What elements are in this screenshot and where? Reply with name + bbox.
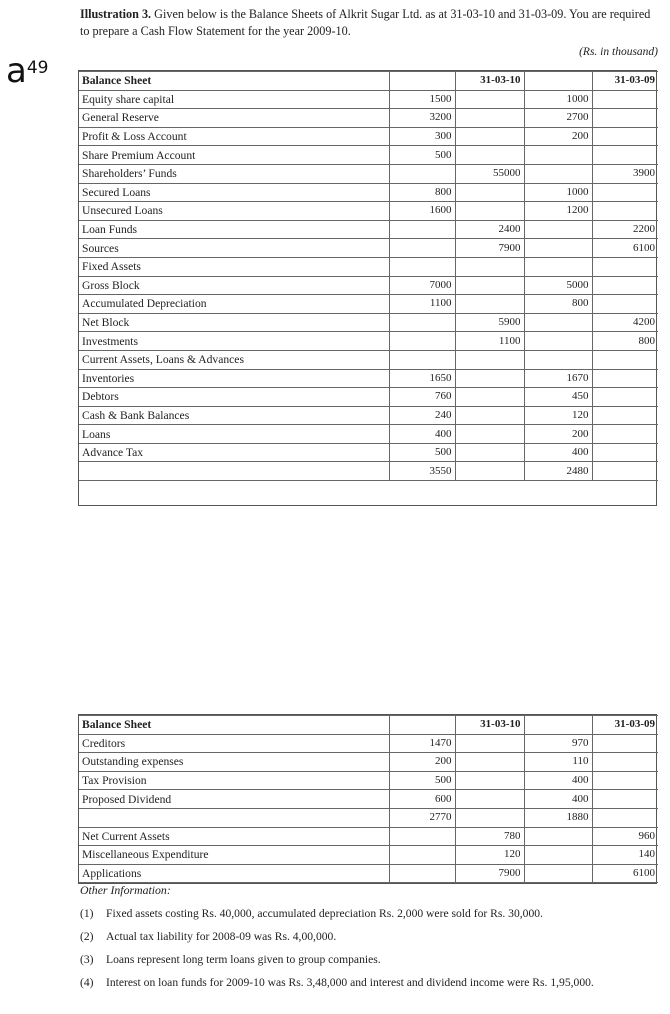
amount-cell [389, 827, 455, 846]
table-row [79, 276, 658, 295]
row-label: Unsecured Loans [79, 202, 389, 221]
table-row [79, 425, 658, 444]
amount-cell [592, 369, 658, 388]
amount-cell [524, 716, 592, 735]
note-number: (2) [80, 930, 94, 943]
amount-cell [455, 350, 524, 369]
amount-cell [389, 716, 455, 735]
amount-cell: 960 [592, 827, 658, 846]
amount-cell: 600 [389, 790, 455, 809]
row-label: Inventories [79, 369, 389, 388]
row-label: Secured Loans [79, 183, 389, 202]
table-row [79, 127, 658, 146]
amount-cell: 1500 [389, 90, 455, 109]
amount-cell [592, 257, 658, 276]
note-text: Interest on loan funds for 2009-10 was Rs. 3,48,000 and interest and dividend income were Rs. 1,95,000. [106, 976, 594, 989]
amount-cell: 3900 [592, 164, 658, 183]
amount-cell: 800 [592, 332, 658, 351]
amount-cell [592, 127, 658, 146]
amount-cell: 400 [524, 771, 592, 790]
amount-cell [524, 332, 592, 351]
table-row [79, 827, 658, 846]
note-item [80, 975, 658, 991]
amount-cell [592, 109, 658, 128]
note-number: (1) [80, 907, 94, 920]
amount-cell [592, 146, 658, 165]
amount-cell [524, 220, 592, 239]
amount-cell [592, 350, 658, 369]
amount-cell: 760 [389, 388, 455, 407]
amount-cell: 2400 [455, 220, 524, 239]
illustration-label: Illustration 3. [80, 7, 152, 21]
table-row [79, 220, 658, 239]
table-row [79, 183, 658, 202]
amount-cell [455, 146, 524, 165]
amount-cell: 5900 [455, 313, 524, 332]
row-label: Loans [79, 425, 389, 444]
amount-cell: 31-03-10 [455, 716, 524, 735]
table-row [79, 369, 658, 388]
amount-cell: 970 [524, 734, 592, 753]
amount-cell [592, 443, 658, 462]
table-row [79, 109, 658, 128]
row-label: Loan Funds [79, 220, 389, 239]
amount-cell [592, 771, 658, 790]
amount-cell [592, 295, 658, 314]
amount-cell [455, 202, 524, 221]
amount-cell: 200 [389, 753, 455, 772]
amount-cell [592, 790, 658, 809]
amount-cell: 140 [592, 846, 658, 865]
amount-cell: 7900 [455, 239, 524, 258]
table-row [79, 406, 658, 425]
balance-sheet-table [79, 715, 658, 883]
amount-cell [592, 808, 658, 827]
note-item [80, 952, 658, 968]
row-label: Profit & Loss Account [79, 127, 389, 146]
amount-cell: 6100 [592, 239, 658, 258]
row-label: Applications [79, 864, 389, 883]
amount-cell [592, 90, 658, 109]
note-text: Loans represent long term loans given to group companies. [106, 953, 381, 966]
amount-cell: 300 [389, 127, 455, 146]
note-text: Fixed assets costing Rs. 40,000, accumulated depreciation Rs. 2,000 were sold for Rs. 30,000. [106, 907, 543, 920]
amount-cell [389, 846, 455, 865]
row-label: Cash & Bank Balances [79, 406, 389, 425]
amount-cell: 4200 [592, 313, 658, 332]
amount-cell: 200 [524, 425, 592, 444]
amount-cell [524, 146, 592, 165]
amount-cell [524, 846, 592, 865]
amount-cell: 2480 [524, 462, 592, 481]
row-label: Miscellaneous Expenditure [79, 846, 389, 865]
amount-cell: 1000 [524, 90, 592, 109]
table-row [79, 350, 658, 369]
amount-cell: 31-03-10 [455, 72, 524, 91]
amount-cell: 1880 [524, 808, 592, 827]
balance-sheet-table-1 [78, 70, 657, 506]
amount-cell [455, 425, 524, 444]
row-label: Current Assets, Loans & Advances [79, 350, 389, 369]
notes-list [80, 906, 658, 998]
amount-cell [455, 462, 524, 481]
amount-cell: 31-03-09 [592, 72, 658, 91]
amount-cell: 1100 [389, 295, 455, 314]
balance-sheet-table-2 [78, 714, 657, 884]
amount-cell: 2700 [524, 109, 592, 128]
note-text: Actual tax liability for 2008-09 was Rs. 4,00,000. [106, 930, 337, 943]
row-label: Proposed Dividend [79, 790, 389, 809]
table-row [79, 295, 658, 314]
row-label [79, 462, 389, 481]
table-row [79, 202, 658, 221]
amount-cell [524, 350, 592, 369]
amount-cell: 2200 [592, 220, 658, 239]
table-row [79, 846, 658, 865]
note-number: (4) [80, 976, 94, 989]
amount-cell: 2770 [389, 808, 455, 827]
amount-cell: 450 [524, 388, 592, 407]
row-label: Fixed Assets [79, 257, 389, 276]
amount-cell: 1470 [389, 734, 455, 753]
amount-cell [389, 332, 455, 351]
amount-cell [524, 72, 592, 91]
row-label: Equity share capital [79, 90, 389, 109]
row-label: Net Block [79, 313, 389, 332]
amount-cell: 120 [455, 846, 524, 865]
amount-cell [455, 90, 524, 109]
amount-cell [455, 127, 524, 146]
row-label: Investments [79, 332, 389, 351]
table-header-row [79, 716, 658, 735]
row-label: Tax Provision [79, 771, 389, 790]
amount-cell [455, 406, 524, 425]
amount-cell [455, 109, 524, 128]
page-mark-base: a [6, 51, 27, 91]
amount-cell [455, 183, 524, 202]
row-label: Advance Tax [79, 443, 389, 462]
row-label: Accumulated Depreciation [79, 295, 389, 314]
amount-cell: 800 [524, 295, 592, 314]
amount-cell: 400 [524, 443, 592, 462]
amount-cell [592, 462, 658, 481]
amount-cell [389, 164, 455, 183]
amount-cell [592, 734, 658, 753]
amount-cell: 1670 [524, 369, 592, 388]
amount-cell [524, 239, 592, 258]
amount-cell [592, 406, 658, 425]
amount-cell [455, 443, 524, 462]
amount-cell: 6100 [592, 864, 658, 883]
amount-cell [592, 202, 658, 221]
amount-cell: 110 [524, 753, 592, 772]
amount-cell [524, 257, 592, 276]
amount-cell: 800 [389, 183, 455, 202]
amount-cell [455, 369, 524, 388]
table-row [79, 753, 658, 772]
amount-cell [389, 257, 455, 276]
row-label: Creditors [79, 734, 389, 753]
row-label: Net Current Assets [79, 827, 389, 846]
table-row [79, 90, 658, 109]
row-label: General Reserve [79, 109, 389, 128]
amount-cell [455, 388, 524, 407]
row-label: Share Premium Account [79, 146, 389, 165]
amount-cell: 200 [524, 127, 592, 146]
amount-cell [455, 734, 524, 753]
amount-cell [592, 425, 658, 444]
amount-cell: 1600 [389, 202, 455, 221]
amount-cell: 400 [524, 790, 592, 809]
table-row [79, 790, 658, 809]
table-row [79, 808, 658, 827]
amount-cell: 500 [389, 443, 455, 462]
amount-cell: 1650 [389, 369, 455, 388]
amount-cell [389, 864, 455, 883]
amount-cell [524, 827, 592, 846]
amount-cell [455, 790, 524, 809]
row-label [79, 808, 389, 827]
table-row [79, 257, 658, 276]
amount-cell [455, 753, 524, 772]
balance-sheet-table [79, 71, 658, 481]
amount-cell: 31-03-09 [592, 716, 658, 735]
amount-cell: 780 [455, 827, 524, 846]
table-header-row [79, 72, 658, 91]
units-note: (Rs. in thousand) [579, 46, 658, 58]
page-mark [6, 51, 49, 91]
amount-cell [592, 183, 658, 202]
note-item [80, 929, 658, 945]
amount-cell [455, 276, 524, 295]
table-row [79, 864, 658, 883]
amount-cell [592, 388, 658, 407]
illustration-text: Given below is the Balance Sheets of Alkrit Sugar Ltd. as at 31-03-10 and 31-03-09. You are required to prepare a Cash Flow Statement for the year 2009-10. [80, 7, 651, 38]
amount-cell: 400 [389, 425, 455, 444]
table-row [79, 164, 658, 183]
amount-cell [592, 276, 658, 295]
row-label: Sources [79, 239, 389, 258]
row-label: Debtors [79, 388, 389, 407]
table-row [79, 332, 658, 351]
row-label: Balance Sheet [79, 716, 389, 735]
amount-cell: 500 [389, 146, 455, 165]
amount-cell [455, 295, 524, 314]
amount-cell: 3550 [389, 462, 455, 481]
amount-cell: 1000 [524, 183, 592, 202]
amount-cell: 500 [389, 771, 455, 790]
table-row [79, 239, 658, 258]
amount-cell [389, 220, 455, 239]
illustration-intro [80, 6, 660, 40]
amount-cell [524, 864, 592, 883]
amount-cell: 7900 [455, 864, 524, 883]
table-row [79, 734, 658, 753]
amount-cell [455, 257, 524, 276]
table-row [79, 462, 658, 481]
amount-cell: 55000 [455, 164, 524, 183]
amount-cell: 7000 [389, 276, 455, 295]
amount-cell: 5000 [524, 276, 592, 295]
amount-cell [524, 313, 592, 332]
note-item [80, 906, 658, 922]
row-label: Gross Block [79, 276, 389, 295]
page-mark-sup: 49 [26, 58, 49, 78]
amount-cell [389, 72, 455, 91]
amount-cell: 120 [524, 406, 592, 425]
amount-cell [524, 164, 592, 183]
row-label: Shareholders’ Funds [79, 164, 389, 183]
amount-cell [389, 350, 455, 369]
other-information-label: Other Information: [80, 883, 171, 897]
note-number: (3) [80, 953, 94, 966]
table-row [79, 443, 658, 462]
amount-cell [455, 771, 524, 790]
amount-cell: 1100 [455, 332, 524, 351]
amount-cell: 1200 [524, 202, 592, 221]
table-row [79, 146, 658, 165]
table-row [79, 388, 658, 407]
amount-cell [389, 313, 455, 332]
row-label: Outstanding expenses [79, 753, 389, 772]
amount-cell [592, 753, 658, 772]
amount-cell: 240 [389, 406, 455, 425]
amount-cell [389, 239, 455, 258]
row-label: Balance Sheet [79, 72, 389, 91]
table-row [79, 771, 658, 790]
table-row [79, 313, 658, 332]
amount-cell: 3200 [389, 109, 455, 128]
amount-cell [455, 808, 524, 827]
